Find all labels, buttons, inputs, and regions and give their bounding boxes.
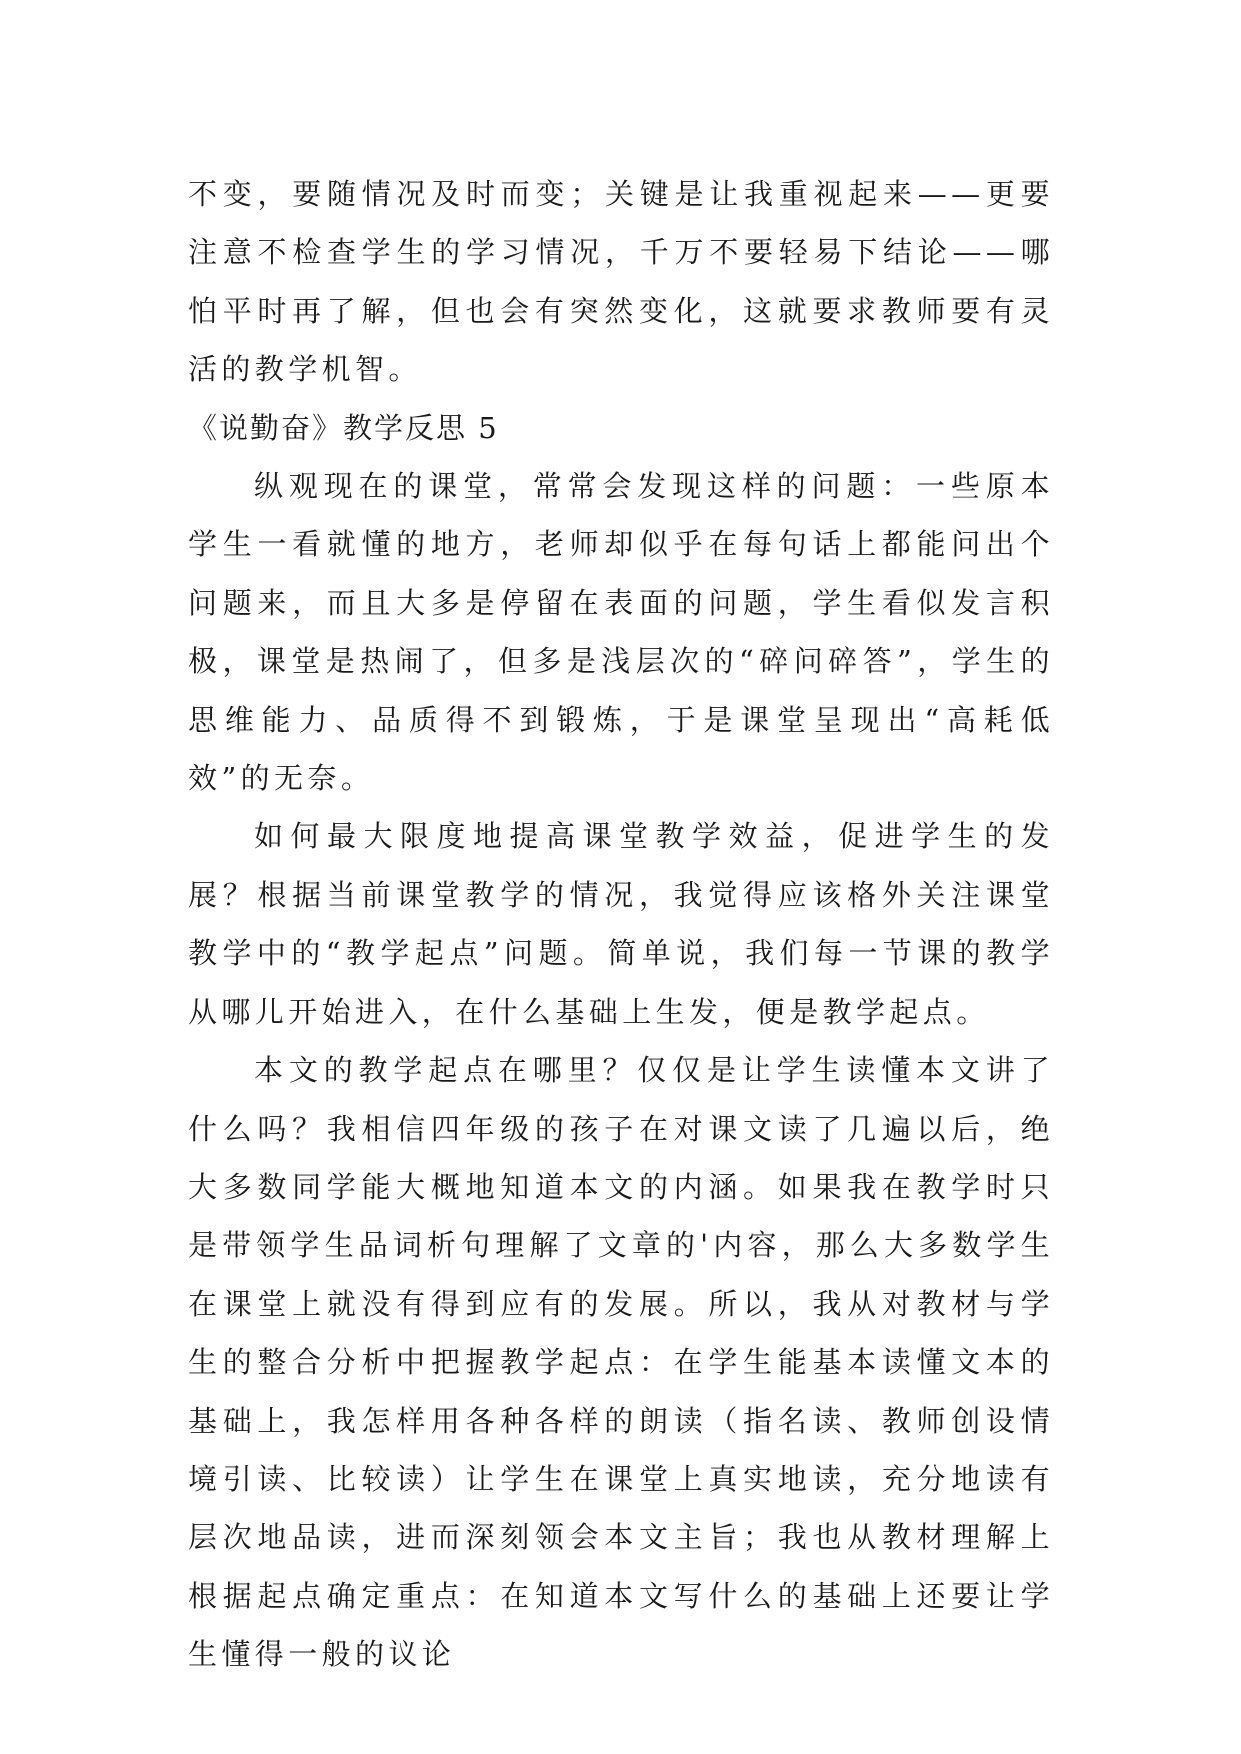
section-heading: 《说勤奋》教学反思 5 bbox=[188, 410, 499, 445]
paragraph-teaching-starting-point: 如何最大限度地提高课堂教学效益，促进学生的发展？根据当前课堂教学的情况，我觉得应该格外关注课堂教学中的“教学起点”问题。简单说，我们每一节课的教学从哪儿开始进入，在什么基础上生发，便是教学起点。 bbox=[188, 819, 1054, 1029]
paragraph-lesson-analysis: 本文的教学起点在哪里？仅仅是让学生读懂本文讲了什么吗？我相信四年级的孩子在对课文读了几遍以后，绝大多数同学能大概地知道本文的内涵。如果我在教学时只是带领学生品词析句理解了文章的'内容，那么大多数学生在课堂上就没有得到应有的发展。所以，我从对教材与学生的整合分析中把握教学起点：在学生能基本读懂文本的基础上，我怎样用各种各样的朗读（指名读、教师创设情境引读、比较读）让学生在课堂上真实地读，充分地读有层次地品读，进而深刻领会本文主旨；我也从教材理解上根据起点确定重点：在知道本文写什么的基础上还要让学生懂得一般的议论 bbox=[188, 1053, 1054, 1672]
paragraph-continuation: 不变，要随情况及时而变；关键是让我重视起来——更要注意不检查学生的学习情况，千万不要轻易下结论——哪怕平时再了解，但也会有突然变化，这就要求教师要有灵活的教学机智。 bbox=[188, 177, 1054, 387]
document-body bbox=[188, 165, 1054, 1684]
paragraph-classroom-problem: 纵观现在的课堂，常常会发现这样的问题：一些原本学生一看就懂的地方，老师却似乎在每句话上都能问出个问题来，而且大多是停留在表面的问题，学生看似发言积极，课堂是热闹了，但多是浅层次的“碎问碎答”，学生的思维能力、品质得不到锻炼，于是课堂呈现出“高耗低效”的无奈。 bbox=[188, 469, 1054, 796]
